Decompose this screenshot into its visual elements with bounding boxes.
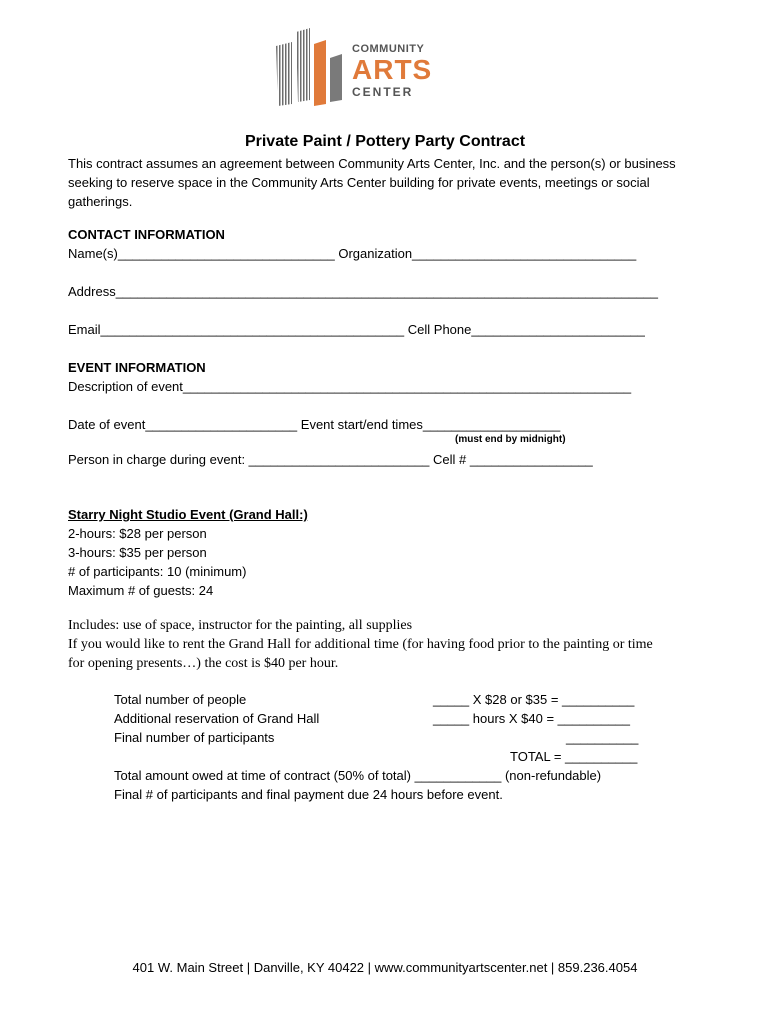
calc-total[interactable]: TOTAL = __________	[510, 749, 638, 764]
calc-field-grand-hall[interactable]: _____ hours X $40 = __________	[433, 711, 630, 726]
intro-paragraph: This contract assumes an agreement between Community Arts Center, Inc. and the person(s) or business seeking to reserve space in the Community Arts Center building for private events, meetings or social gatherings.	[68, 156, 676, 209]
final-payment-note: Final # of participants and final payment due 24 hours before event.	[114, 787, 503, 802]
pricing-line: 3-hours: $35 per person	[68, 545, 207, 560]
pricing-line: 2-hours: $28 per person	[68, 526, 207, 541]
additional-time-line: If you would like to rent the Grand Hall for additional time (for having food prior to the painting or time	[68, 637, 653, 652]
starry-night-heading: Starry Night Studio Event (Grand Hall:)	[68, 507, 308, 522]
calc-field-people[interactable]: _____ X $28 or $35 = __________	[433, 692, 635, 707]
includes-line: Includes: use of space, instructor for the painting, all supplies	[68, 618, 413, 633]
date-times-line[interactable]: Date of event_____________________ Event start/end times___________________	[68, 417, 561, 432]
event-heading: EVENT INFORMATION	[68, 360, 206, 375]
logo-line-community: COMMUNITY	[352, 43, 425, 55]
logo-wordmark	[352, 44, 432, 98]
calc-label-grand-hall: Additional reservation of Grand Hall	[114, 711, 320, 726]
pricing-line: # of participants: 10 (minimum)	[68, 564, 247, 579]
logo-line-center: CENTER	[352, 85, 414, 99]
event-description-line[interactable]: Description of event______________________________________________________________	[68, 379, 632, 394]
footer-address: 401 W. Main Street | Danville, KY 40422 | www.communityartscenter.net | 859.236.4054	[132, 960, 638, 975]
address-line[interactable]: Address___________________________________________________________________________	[68, 284, 658, 299]
total-owed-line[interactable]: Total amount owed at time of contract (50% of total) ____________ (non-refundable)	[114, 768, 602, 783]
person-in-charge-line[interactable]: Person in charge during event: _________________________ Cell # _________________	[68, 452, 593, 467]
calc-field-final-participants[interactable]: __________	[566, 730, 639, 745]
additional-time-line-2: for opening presents…) the cost is $40 per hour.	[68, 656, 339, 671]
midnight-note: (must end by midnight)	[455, 434, 566, 445]
contact-heading: CONTACT INFORMATION	[68, 227, 225, 242]
logo-line-arts: ARTS	[352, 54, 433, 85]
pricing-line: Maximum # of guests: 24	[68, 583, 214, 598]
email-phone-line[interactable]: Email__________________________________________ Cell Phone________________________	[68, 322, 645, 337]
calc-label-people: Total number of people	[114, 692, 247, 707]
page-title: Private Paint / Pottery Party Contract	[244, 133, 526, 150]
calc-label-final-participants: Final number of participants	[114, 730, 275, 745]
names-organization-line[interactable]: Name(s)______________________________ Organization_______________________________	[68, 246, 637, 261]
